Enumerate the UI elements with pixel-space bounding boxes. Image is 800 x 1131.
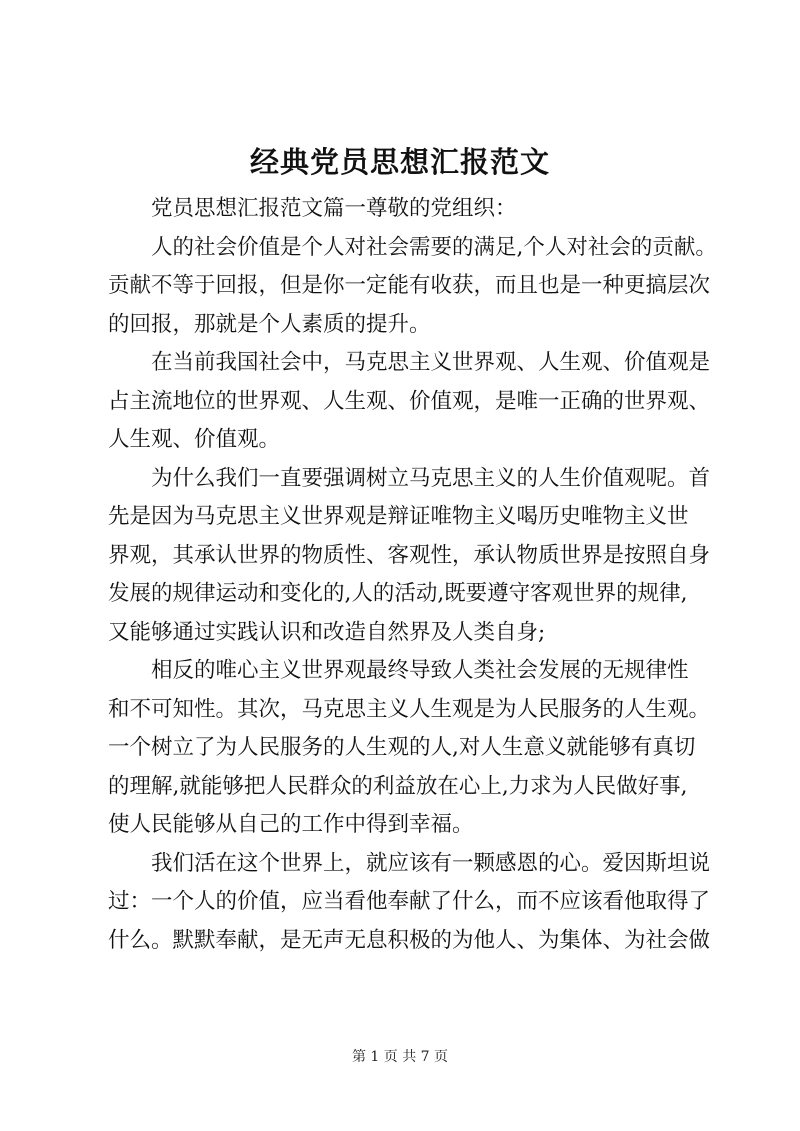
text-line: 又能够通过实践认识和改造自然界及人类自身;	[108, 619, 546, 645]
text-line: 人生观、价值观。	[108, 427, 281, 452]
text-line: 为什么我们一直要强调树立马克思主义的人生价值观呢。首	[151, 465, 711, 491]
paragraph	[108, 229, 717, 345]
paragraph	[108, 460, 711, 653]
paragraph	[108, 652, 711, 845]
text-line: 的回报，那就是个人素质的提升。	[108, 311, 431, 337]
text-line: 的理解,就能够把人民群众的利益放在心上,力求为人民做好事,	[108, 773, 688, 799]
paragraph	[108, 344, 711, 460]
text-line: 先是因为马克思主义世界观是辩证唯物主义喝历史唯物主义世	[108, 504, 689, 529]
text-line: 人的社会价值是个人对社会需要的满足,个人对社会的贡献。	[151, 234, 717, 260]
text-line: 党员思想汇报范文篇一尊敬的党组织：	[151, 196, 517, 221]
text-line: 什么。默默奉献，是无声无息积极的为他人、为集体、为社会做	[108, 927, 711, 953]
text-line: 相反的唯心主义世界观最终导致人类社会发展的无规律性	[151, 658, 689, 683]
paragraph	[108, 845, 711, 961]
document-title: 经典党员思想汇报范文	[249, 145, 550, 179]
text-line: 占主流地位的世界观、人生观、价值观，是唯一正确的世界观、	[108, 388, 711, 414]
text-line: 在当前我国社会中，马克思主义世界观、人生观、价值观是	[151, 350, 711, 375]
document-body	[108, 190, 717, 960]
text-line: 和不可知性。其次，马克思主义人生观是为人民服务的人生观。	[108, 696, 711, 722]
page-number-footer: 第 1 页 共 7 页	[351, 1049, 449, 1065]
text-line: 过：一个人的价值，应当看他奉献了什么，而不应该看他取得了	[108, 889, 711, 914]
text-line: 一个树立了为人民服务的人生观的人,对人生意义就能够有真切	[108, 735, 696, 760]
paragraph	[108, 190, 708, 229]
text-line: 使人民能够从自己的工作中得到幸福。	[108, 812, 474, 837]
text-line: 发展的规律运动和变化的,人的活动,既要遵守客观世界的规律,	[108, 581, 688, 606]
text-line: 界观，其承认世界的物质性、客观性，承认物质世界是按照自身	[108, 542, 711, 568]
text-line: 贡献不等于回报，但是你一定能有收获，而且也是一种更搞层次	[108, 273, 711, 298]
text-line: 我们活在这个世界上，就应该有一颗感恩的心。爱因斯坦说	[151, 850, 711, 876]
